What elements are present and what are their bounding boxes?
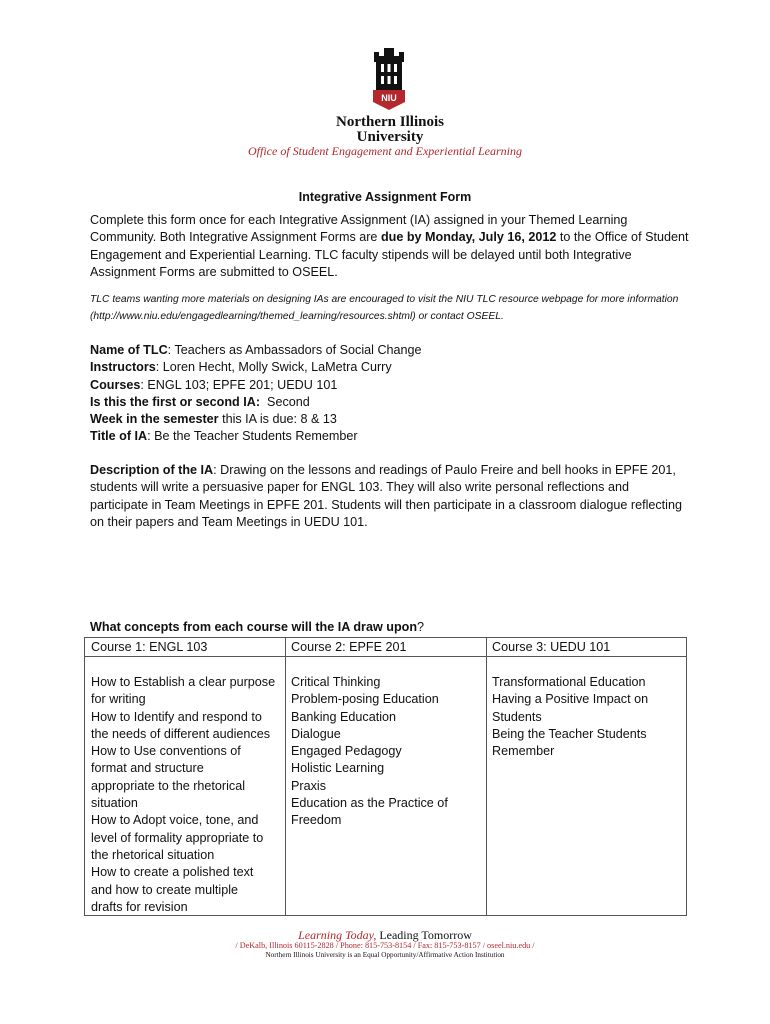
ia-fields [90,342,690,446]
table-header-course1: Course 1: ENGL 103 [91,640,208,654]
description-text: : Drawing on the lessons and readings of Paulo Freire and bell hooks in EPFE 201, students will write a persuasive paper for ENGL 103. They will also write personal reflections and participate in Team Meetings in EPFE 201. Students will then participate in a classroom dialogue reflecting on their papers and Team Meetings in UEDU 101. [90,463,682,529]
table-cell-line: How to Identify and respond to [91,709,262,724]
field-week-value: this IA is due: 8 & 13 [218,412,337,427]
office-name: Office of Student Engagement and Experiential Learning [248,144,522,158]
intro-paragraph [90,212,690,281]
table-cell-line: the rhetorical situation [91,847,215,862]
due-date: due by Monday, July 16, 2012 [380,230,557,245]
table-cell-line: Students [492,709,542,724]
table-cell-line: Having a Positive Impact on [492,692,649,707]
table-cell-line: for writing [91,692,146,707]
table-cell-line: Remember [492,744,555,759]
table-cell-line: Problem-posing Education [291,692,439,707]
resource-note: TLC teams wanting more materials on designing IAs are encouraged to visit the NIU TLC resource webpage for more information (http://www.niu.edu/engagedlearning/themed_learning/resources.shtml) or contact OSEEL. [90,294,679,322]
table-cell-course1 [91,674,275,916]
table-header-course3: Course 3: UEDU 101 [492,640,611,654]
field-instructors [90,359,690,376]
ia-description [90,462,690,531]
concepts-table [84,637,687,916]
table-cell-line: and how to create multiple [91,882,239,897]
table-cell-line: format and structure [91,761,204,776]
table-cell-line: Holistic Learning [291,761,385,776]
table-cell-line: Engaged Pedagogy [291,744,402,759]
niu-logo [372,48,406,110]
field-instructors-value: : Loren Hecht, Molly Swick, LaMetra Curry [155,360,392,375]
table-divider-2 [486,638,487,915]
field-instructors-label: Instructors [90,360,156,375]
concepts-question-mark: ? [417,620,425,634]
footer-tagline-rest: Leading Tomorrow [376,928,472,942]
field-week [90,411,690,428]
table-cell-course3 [492,674,648,760]
field-ia-number-value: Second [267,394,310,409]
field-courses-value: : ENGL 103; EPFE 201; UEDU 101 [140,377,338,392]
field-tlc-label: Name of TLC [90,343,168,357]
field-ia-number [90,394,690,411]
intro-text-2: to the Office of Student Engagement and Experiential Learning. TLC faculty stipends will be delayed until both Integrative Assignment Forms are submitted to OSEEL. [90,230,689,279]
field-courses-label: Courses [90,377,141,392]
field-tlc-value: : Teachers as Ambassadors of Social Change [167,343,422,357]
university-name-line2: University [356,129,424,145]
university-name-line1: Northern Illinois [336,114,444,130]
table-cell-line: Praxis [291,778,326,793]
table-cell-line: Transformational Education [492,675,646,689]
niu-tower-icon [372,48,406,110]
description-label: Description of the IA [90,463,214,477]
table-divider-1 [285,638,286,915]
table-cell-line: How to Adopt voice, tone, and [91,813,259,828]
table-cell-line: Banking Education [291,709,397,724]
table-cell-line: How to create a polished text [91,865,254,880]
table-cell-line: How to Establish a clear purpose [91,675,276,689]
field-ia-number-label: Is this the first or second IA: [90,394,261,409]
table-cell-line: Freedom [291,813,342,828]
table-cell-line: Education as the Practice of [291,796,448,811]
field-tlc [90,342,690,359]
field-title-value: : Be the Teacher Students Remember [147,429,358,444]
footer-tagline-italic: Learning Today, [298,928,377,942]
intro-text-1: Complete this form once for each Integrative Assignment (IA) assigned in your Themed Learning Community. Both Integrative Assignment Forms are [90,213,628,245]
table-cell-course2 [291,674,448,830]
concepts-question [90,619,690,636]
table-cell-line: drafts for revision [91,899,188,914]
footer-address: / DeKalb, Illinois 60115-2828 / Phone: 815-753-8154 / Fax: 815-753-8157 / oseel.niu.edu / [235,941,535,950]
field-title-label: Title of IA [90,429,148,444]
logo-text: NIU [381,93,397,103]
table-cell-line: How to Use conventions of [91,744,241,759]
table-cell-line: Dialogue [291,726,341,741]
table-header-course2: Course 2: EPFE 201 [291,640,407,654]
table-cell-line: level of formality appropriate to [91,830,264,845]
field-title [90,428,690,445]
table-cell-line: the needs of different audiences [91,726,271,741]
field-courses [90,377,690,394]
footer-equal-opportunity: Northern Illinois University is an Equal Opportunity/Affirmative Action Institution [265,951,505,959]
field-week-label: Week in the semester [90,412,219,427]
table-cell-line: appropriate to the rhetorical [91,778,246,793]
table-cell-line: situation [91,796,138,811]
table-cell-line: Being the Teacher Students [492,726,647,741]
table-cell-line: Critical Thinking [291,675,381,689]
form-title: Integrative Assignment Form [298,190,472,204]
concepts-question-text: What concepts from each course will the IA draw upon [90,620,418,634]
